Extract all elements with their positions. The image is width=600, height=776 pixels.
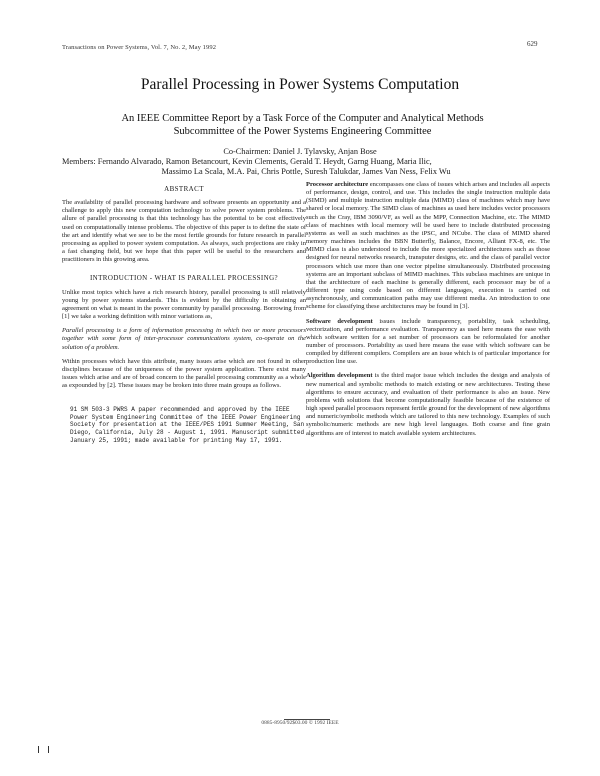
algorithm-development-paragraph — [306, 372, 550, 437]
footer-code: 0885-8950/92$03.00 © 1992 IEEE — [261, 720, 339, 726]
members-line-2: Massimo La Scala, M.A. Pai, Chris Pottle, Suresh Talukdar, James Van Ness, Felix Wu — [161, 167, 451, 176]
software-development-term: Software development — [306, 317, 373, 325]
processor-architecture-paragraph — [306, 181, 550, 312]
abstract-heading: ABSTRACT — [164, 185, 204, 193]
algorithm-development-text: is the third major issue which includes the design and analysis of new numerical and symbolic methods to match existing or new architectures. Testing these algorithms to ensure accuracy, and evaluation of their performance is also an issue. New problems with solutions that become computationally feasible because of the existence of high speed parallel processors represent fertile ground for the development of new algorithms and numeric/symbolic methods which are tailored to this new technology. Examples of such symbolic/numeric methods are new high level languages. Both coarse and fine grain algorithms are of interest to match available system architectures. — [306, 372, 550, 437]
intro-paragraph-2: Within processes which have this attribute, many issues arise which are not found in other disciplines because of the uniqueness of the power system application. There exist many issues which arise and are of broad concern to the parallel processing community as a whole as expounded by [2]. These issues may be broken into three main groups as follows. — [62, 357, 306, 390]
members-list — [62, 157, 550, 177]
footnote: 91 SM 503-3 PWRS A paper recommended and approved by the IEEE Power System Engineering Committee of the IEEE Power Engineering Society for presentation at the IEEE/PES 1991 Summer Meeting, San Diego, California, July 28 - August 1, 1991. Manuscript submitted January 25, 1991; made available for printing May 17, 1991. — [70, 406, 305, 444]
page-number: 629 — [527, 40, 538, 48]
abstract-text: The availability of parallel processing hardware and software presents an opportunity and a challenge to apply this new computation technology to solve power system problems. The allure of parallel processing is that this technology has the potential to be cost effectively used on computationally intense problems. The objective of this paper is to define the state of the art and identify what we see to be the most fertile grounds for future research in parallel processing as applied to power system computation. As always, such projections are risky in a fast changing field, but we hope that this paper will be useful to the researchers and practitioners in this growing area. — [62, 199, 306, 264]
members-line-1: Fernando Alvarado, Ramon Betancourt, Kevin Clements, Gerald T. Heydt, Garng Huang, Maria Ilic, — [97, 157, 432, 166]
software-development-text: issues include transparency, portability, task scheduling, vectorization, and performance evaluation. Transparency as used here means the ease with which software written for a set number of processors can be reformulated for another number of processors. Portability as used here means the ease with which software can be compiled by different compilers. Compilers are an issue which is of particular importance for production line use. — [306, 317, 551, 366]
parallel-processing-definition: Parallel processing is a form of information processing in which two or more processors together with some form of inter-processor communications system, co-operate on the solution of a problem. — [62, 327, 306, 351]
introduction-heading: INTRODUCTION - WHAT IS PARALLEL PROCESSING? — [89, 274, 279, 283]
running-head: Transactions on Power Systems, Vol. 7, No. 2, May 1992 — [62, 44, 217, 51]
processor-architecture-term: Processor architecture — [306, 181, 369, 188]
paper-subtitle: An IEEE Committee Report by a Task Force of the Computer and Analytical Methods Subcommittee of the Power Systems Engineering Committee — [121, 113, 484, 137]
software-development-paragraph — [306, 318, 550, 367]
right-column — [306, 181, 550, 444]
co-chairmen: Co-Chairmen: Daniel J. Tylavsky, Anjan Bose — [223, 147, 377, 156]
intro-paragraph-1: Unlike most topics which have a rich research history, parallel processing is still relatively young by power systems standards. This is evident by the difficulty in obtaining an agreement on what is meant in the power community by parallel processing. Borrowing from [1] we take a working definition with minor variations as, — [62, 288, 306, 321]
processor-architecture-text: encompasses one class of issues which arises and includes all aspects of performance, design, control, and use. This includes the single instruction multiple data (SIMD) and multiple instruction multiple data (MIMD) class of machines which may have shared or local memory. The SIMD class of machines as used here includes vector processors such as the Cray, IBM 3090/VF, as well as the MPP, Connection Machine, etc. The MIMD class of machines with local memory will be used here to include distributed processing systems as well as such machines as the iPSC, and NCube. The class of MIMD shared memory machines includes the BBN Butterfly, Balance, Encore, Alliant FX-8, etc. The MIMD class is also understood to include the more specialized architectures such as those designed for neural networks research, transputer designs, etc. and the class of parallel vector processors which use more than one vector pipeline simultaneously. Distributed processing systems are an important subclass of MIMD machines. This subclass machines are unique in that the architecture of each machine is generally different, each processor may be of a different type using code based on different languages, execution is carried out asynchronously, and communication paths may use different media. An introduction to one scheme for classifying these architectures may be found in [3]. — [306, 181, 550, 311]
members-label: Members: — [62, 157, 96, 166]
paper-title: Parallel Processing in Power Systems Computation — [140, 76, 460, 93]
left-column — [62, 181, 306, 444]
margin-mark-right — [48, 746, 49, 753]
margin-mark-left — [38, 746, 39, 753]
algorithm-development-term: Algorithm development — [306, 372, 373, 380]
